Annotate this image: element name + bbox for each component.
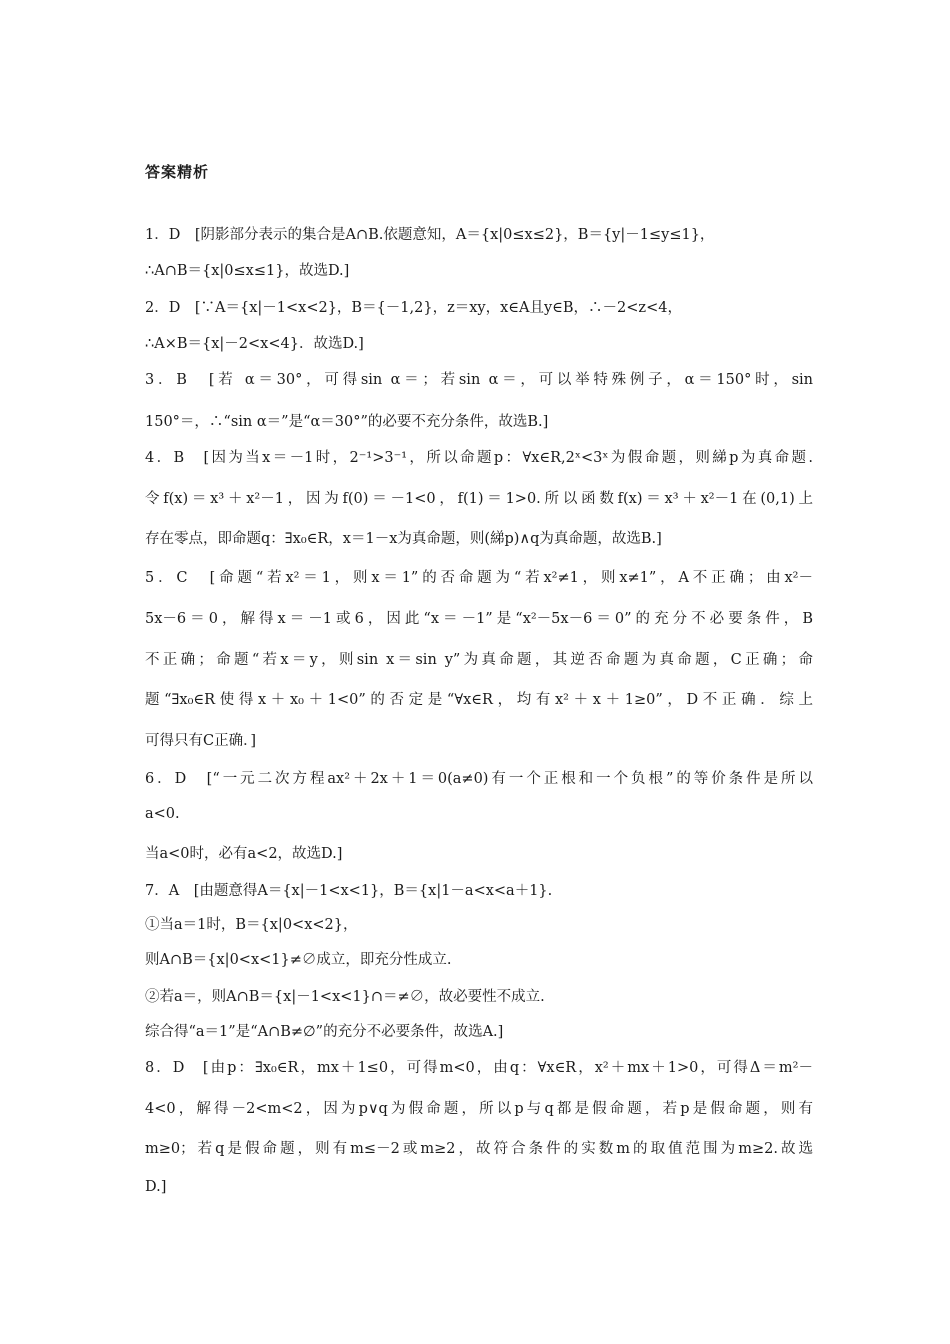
text-line: 150°＝，∴“sin α＝”是“α＝30°”的必要不充分条件，故选B.] (145, 414, 549, 430)
text-line: 4<0，解得－2<m<2，因为p∨q为假命题，所以p与q都是假命题，若p是假命题，则有 (145, 1101, 813, 1117)
text-line: 题“∃x₀∈R使得x＋x₀＋1<0”的否定是“∀x∈R，均有x²＋x＋1≥0”，D不正确．综上 (145, 692, 813, 708)
text-line: 3．B [若 α＝30°，可得sin α＝；若sin α＝，可以举特殊例子，α＝150°时，sin (145, 372, 813, 388)
text-line: 2．D [∵A＝{x|－1<x<2}，B＝{－1,2}，z＝xy，x∈A且y∈B，∴－2<z<4， (145, 300, 682, 316)
text-line: 4．B [因为当x＝－1时，2⁻¹>3⁻¹，所以命题p：∀x∈R,2ˣ<3ˣ为假命题，则綈p为真命题. (145, 450, 813, 466)
text-line: m≥0；若q是假命题，则有m≤－2或m≥2，故符合条件的实数m的取值范围为m≥2.故选 (145, 1141, 813, 1157)
text-line: a<0. (145, 806, 180, 822)
text-line: ①当a＝1时，B＝{x|0<x<2}， (145, 917, 358, 933)
text-line: 综合得“a＝1”是“A∩B≠∅”的充分不必要条件，故选A.] (145, 1024, 504, 1040)
text-line: 当a<0时，必有a<2，故选D.] (145, 846, 343, 862)
section-heading: 答案精析 (145, 163, 210, 181)
text-line: ∴A∩B＝{x|0≤x≤1}，故选D.] (145, 263, 350, 279)
text-line: 7．A [由题意得A＝{x|－1<x<1}，B＝{x|1－a<x<a＋1}. (145, 883, 553, 899)
text-line: 8．D [由p：∃x₀∈R，mx＋1≤0，可得m<0，由q：∀x∈R，x²＋mx＋1>0，可得Δ＝m²－ (145, 1060, 813, 1076)
text-line: D.] (145, 1179, 167, 1195)
text-line: 存在零点，即命题q：∃x₀∈R，x＝1－x为真命题，则(綈p)∧q为真命题，故选B.] (145, 531, 662, 547)
text-line: 可得只有C正确．] (145, 733, 257, 749)
text-line: 5x－6＝0，解得x＝－1或6，因此“x＝－1”是“x²－5x－6＝0”的充分不必要条件，B (145, 611, 813, 627)
text-line: 不正确；命题“若x＝y，则sin x＝sin y”为真命题，其逆否命题为真命题，C正确；命 (145, 652, 813, 668)
text-line: 5．C [命题“若x²＝1，则x＝1”的否命题为“若x²≠1，则x≠1”，A不正确；由x²－ (145, 570, 813, 586)
text-line: ∴A×B＝{x|－2<x<4}．故选D.] (145, 336, 364, 352)
text-line: 6．D [“一元二次方程ax²＋2x＋1＝0(a≠0)有一个正根和一个负根”的等价条件是所以 (145, 771, 813, 787)
text-line: ②若a＝，则A∩B＝{x|－1<x<1}∩＝≠∅，故必要性不成立. (145, 989, 545, 1005)
text-line: 1．D [阴影部分表示的集合是A∩B.依题意知，A＝{x|0≤x≤2}，B＝{y|－1≤y≤1}， (145, 227, 715, 243)
text-line: 则A∩B＝{x|0<x<1}≠∅成立，即充分性成立. (145, 952, 452, 968)
text-line: 令f(x)＝x³＋x²－1，因为f(0)＝－1<0，f(1)＝1>0.所以函数f(x)＝x³＋x²－1在(0,1)上 (145, 491, 813, 507)
